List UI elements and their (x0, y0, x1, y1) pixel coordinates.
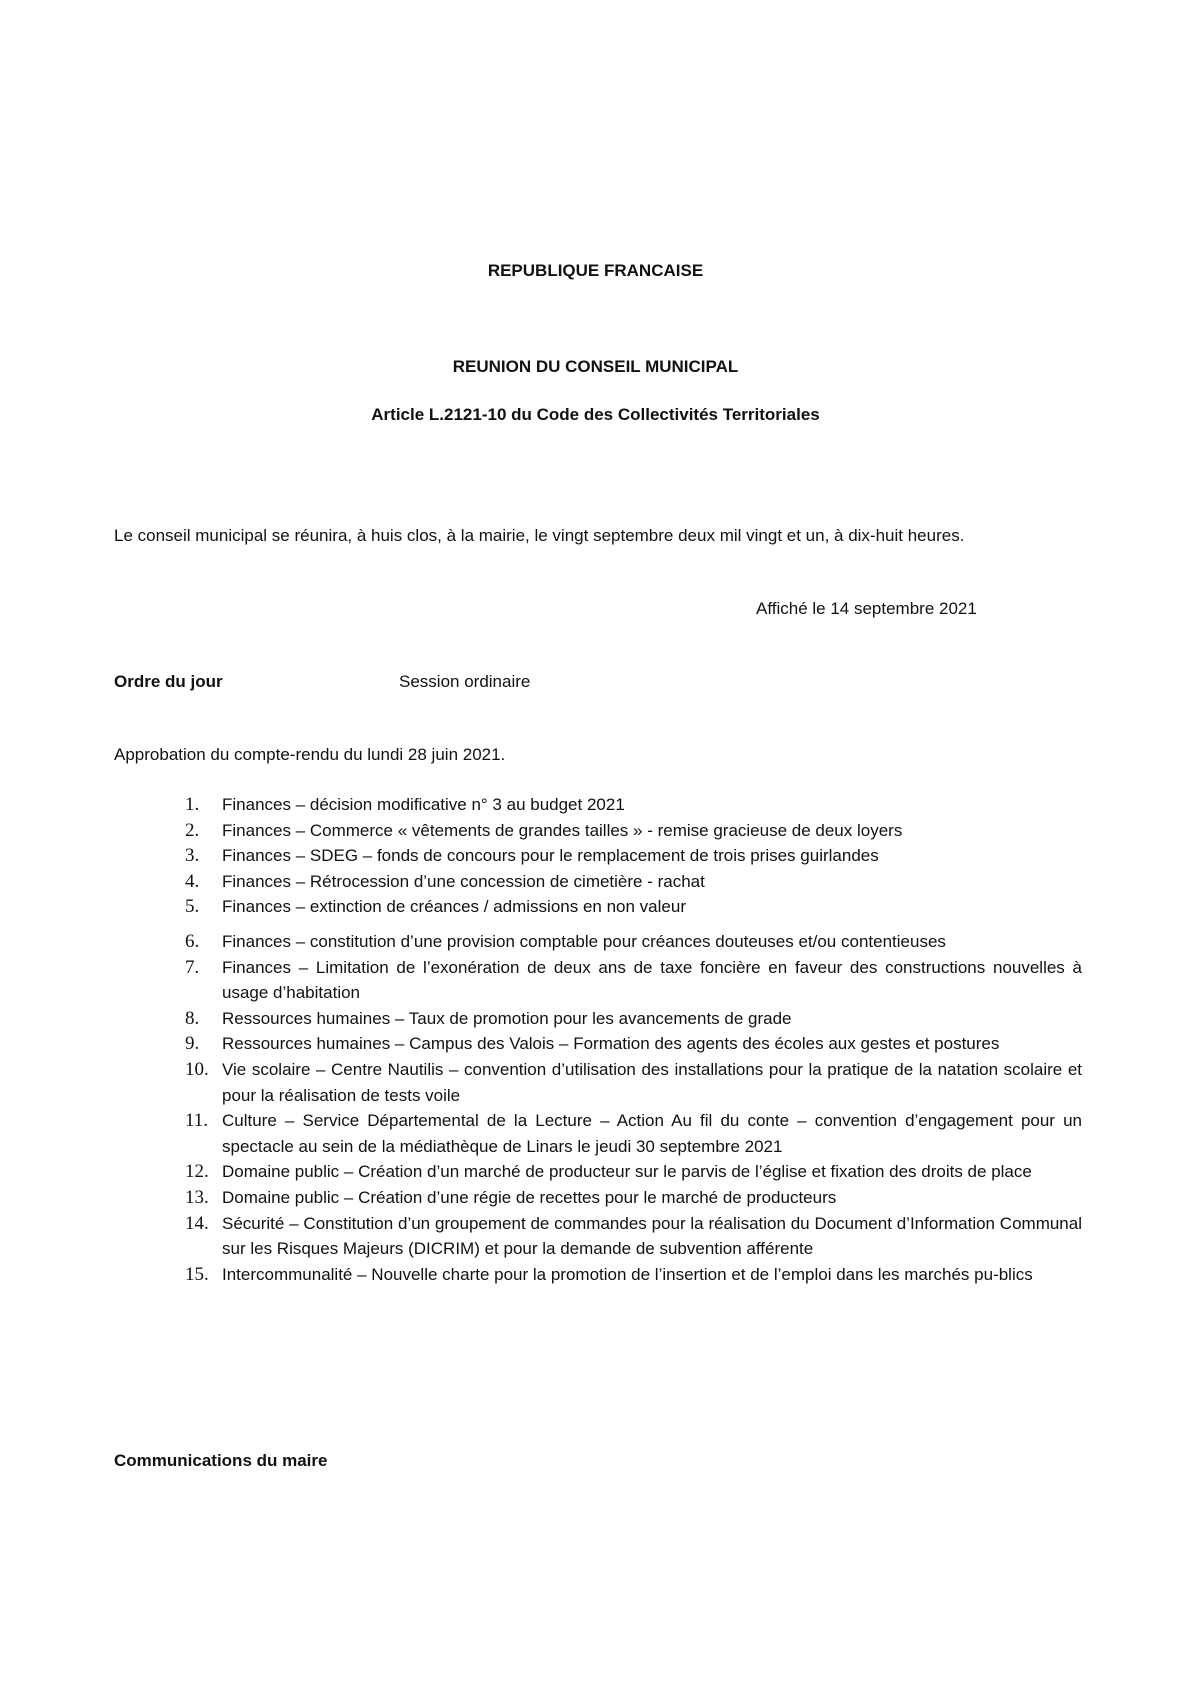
agenda-item-text: Ressources humaines – Campus des Valois – Formation des agents des écoles aux gestes et postures (222, 1034, 1000, 1054)
agenda-item (170, 1006, 1082, 1032)
agenda-item-text: Finances – décision modificative n° 3 au budget 2021 (222, 795, 625, 814)
reunion-heading: REUNION DU CONSEIL MUNICIPAL (452, 357, 739, 376)
agenda-item-number: 14. (185, 1212, 209, 1234)
agenda-item-text: Intercommunalité – Nouvelle charte pour la promotion de l’insertion et de l’emploi dans les marchés pu-blics (222, 1264, 1033, 1284)
agenda-item-number: 13. (185, 1186, 209, 1208)
agenda-item-text: Finances – Rétrocession d’une concession de cimetière - rachat (222, 871, 705, 891)
affiche-date: Affiché le 14 septembre 2021 (756, 599, 977, 618)
agenda-item (170, 1159, 1082, 1185)
agenda-item-number: 10. (185, 1058, 209, 1080)
agenda-item (170, 1262, 1082, 1288)
agenda-item (170, 869, 1082, 895)
agenda-item-number: 4. (185, 870, 200, 892)
agenda-item-text: Finances – Limitation de l’exonération de deux ans de taxe foncière en faveur des constructions nouvelles à usage d’habitation (222, 957, 1082, 1003)
agenda-item-number: 1. (185, 794, 200, 815)
agenda-item (170, 955, 1082, 1006)
agenda-item-number: 9. (185, 1033, 200, 1055)
session-label: Session ordinaire (399, 672, 531, 691)
agenda-item-number: 5. (185, 896, 200, 918)
agenda-item (170, 894, 1082, 920)
agenda-item-text: Domaine public – Création d’une régie de recettes pour le marché de producteurs (222, 1187, 837, 1207)
agenda-item-number: 11. (185, 1110, 209, 1132)
agenda-list (170, 792, 1082, 1287)
intro-paragraph: Le conseil municipal se réunira, à huis clos, à la mairie, le vingt septembre deux mil vingt et un, à dix-huit heures. (114, 526, 965, 545)
agenda-item-text: Sécurité – Constitution d’un groupement de commandes pour la réalisation du Document d’Information Communal sur les Risques Majeurs (DICRIM) et pour la demande de subvention afférente (222, 1213, 1082, 1259)
agenda-item-number: 15. (185, 1263, 209, 1285)
agenda-item (170, 929, 1082, 955)
agenda-item-text: Vie scolaire – Centre Nautilis – convention d’utilisation des installations pour la pratique de la natation scolaire et pour la réalisation de tests voile (222, 1059, 1082, 1105)
approbation-paragraph: Approbation du compte-rendu du lundi 28 juin 2021. (114, 745, 506, 764)
article-heading: Article L.2121-10 du Code des Collectivités Territoriales (371, 405, 820, 424)
agenda-item-number: 6. (185, 930, 200, 952)
agenda-item (170, 843, 1082, 869)
republique-heading: REPUBLIQUE FRANCAISE (487, 261, 704, 280)
agenda-item-text: Finances – Commerce « vêtements de grandes tailles » - remise gracieuse de deux loyers (222, 820, 903, 840)
agenda-item-number: 2. (185, 819, 200, 841)
agenda-item (170, 818, 1082, 844)
communications-heading: Communications du maire (114, 1451, 328, 1470)
agenda-item (170, 1057, 1082, 1108)
agenda-item-number: 8. (185, 1007, 200, 1029)
agenda-item (170, 1211, 1082, 1262)
agenda-item-number: 12. (185, 1161, 209, 1183)
agenda-item (170, 1185, 1082, 1211)
agenda-item (170, 1031, 1082, 1057)
agenda-item-text: Finances – SDEG – fonds de concours pour le remplacement de trois prises guirlandes (222, 846, 879, 866)
agenda-item (170, 792, 1082, 818)
ordre-du-jour-label: Ordre du jour (114, 672, 223, 691)
agenda-item-text: Finances – extinction de créances / admissions en non valeur (222, 897, 686, 917)
agenda-item-number: 3. (185, 845, 200, 867)
agenda-item-number: 7. (185, 956, 200, 978)
agenda-item (170, 1108, 1082, 1159)
agenda-item-text: Finances – constitution d’une provision comptable pour créances douteuses et/ou contentieuses (222, 931, 946, 951)
agenda-item-text: Culture – Service Départemental de la Lecture – Action Au fil du conte – convention d’engagement pour un spectacle au sein de la médiathèque de Linars le jeudi 30 septembre 2021 (222, 1111, 1082, 1156)
agenda-item-text: Domaine public – Création d’un marché de producteur sur le parvis de l’église et fixation des droits de place (222, 1162, 1032, 1182)
agenda-item-text: Ressources humaines – Taux de promotion pour les avancements de grade (222, 1008, 792, 1028)
